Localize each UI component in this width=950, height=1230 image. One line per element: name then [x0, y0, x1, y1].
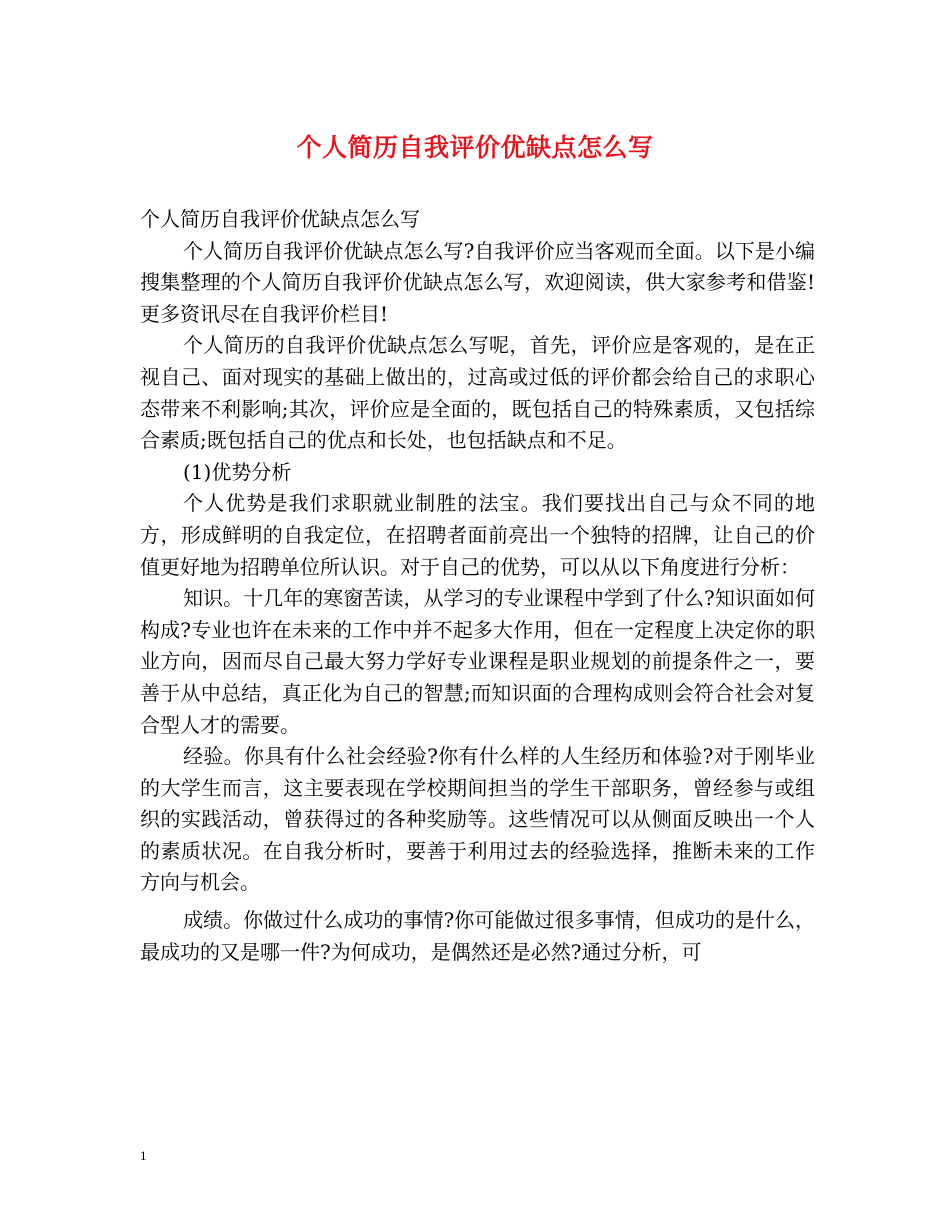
document-subtitle: 个人简历自我评价优缺点怎么写 — [140, 207, 420, 231]
paragraph-achievements: 成绩。你做过什么成功的事情?你可能做过很多事情，但成功的是什么，最成功的又是哪一件?为何成功，是偶然还是必然?通过分析，可 — [140, 908, 815, 964]
section-heading-advantages: (1)优势分析 — [183, 459, 292, 484]
paragraph-intro: 个人简历自我评价优缺点怎么写?自我评价应当客观而全面。以下是小编搜集整理的个人简历自我评价优缺点怎么写，欢迎阅读，供大家参考和借鉴!更多资讯尽在自我评价栏目! — [140, 238, 815, 326]
document-body — [140, 204, 815, 968]
document-title: 个人简历自我评价优缺点怎么写 — [296, 133, 654, 162]
paragraph-evaluation-principles: 个人简历的自我评价优缺点怎么写呢，首先，评价应是客观的，是在正视自己、面对现实的基础上做出的，过高或过低的评价都会给自己的求职心态带来不利影响;其次，评价应是全面的，既包括自己的特殊素质，又包括综合素质;既包括自己的优点和长处，也包括缺点和不足。 — [140, 333, 815, 453]
page-number: 1 — [140, 1148, 147, 1163]
paragraph-experience: 经验。你具有什么社会经验?你有什么样的人生经历和体验?对于刚毕业的大学生而言，这主要表现在学校期间担当的学生干部职务，曾经参与或组织的实践活动，曾获得过的各种奖励等。这些情况可以从侧面反映出一个人的素质状况。在自我分析时，要善于利用过去的经验选择，推断未来的工作方向与机会。 — [140, 744, 815, 895]
paragraph-knowledge: 知识。十几年的寒窗苦读，从学习的专业课程中学到了什么?知识面如何构成?专业也许在未来的工作中并不起多大作用，但在一定程度上决定你的职业方向，因而尽自己最大努力学好专业课程是职业规划的前提条件之一，要善于从中总结，真正化为自己的智慧;而知识面的合理构成则会符合社会对复合型人才的需要。 — [140, 586, 815, 737]
paragraph-advantages: 个人优势是我们求职就业制胜的法宝。我们要找出自己与众不同的地方，形成鲜明的自我定位，在招聘者面前亮出一个独特的招牌，让自己的价值更好地为招聘单位所认识。对于自己的优势，可以从以下角度进行分析： — [140, 491, 815, 579]
